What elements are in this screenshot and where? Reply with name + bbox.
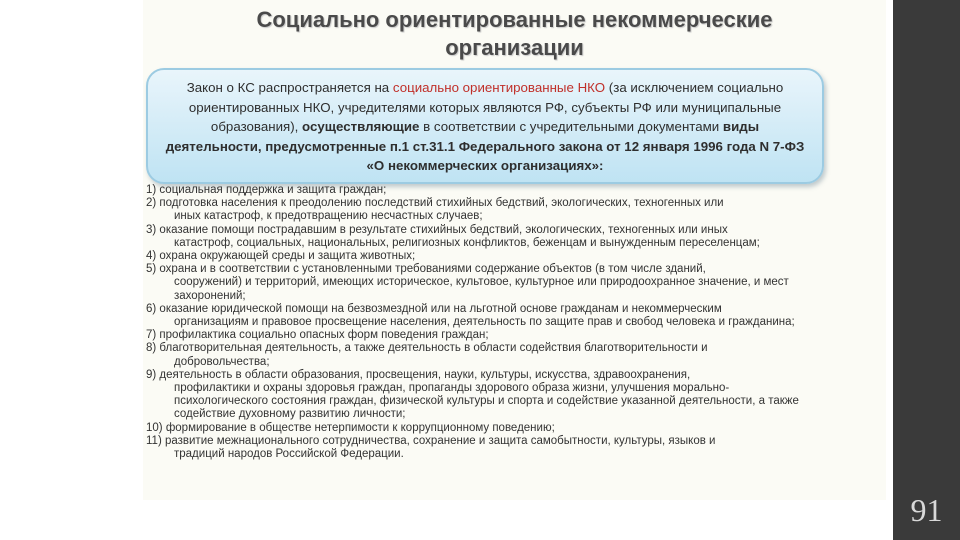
- list-item: [146, 263, 821, 303]
- list-item: [146, 303, 821, 329]
- list-item: [146, 250, 821, 263]
- title-line-2: организации: [445, 35, 584, 60]
- law-text-bold-1: осуществляющие: [302, 119, 420, 135]
- list-item-continuation: традиций народов Российской Федерации.: [174, 448, 404, 461]
- law-text-5: в соответствии с учредительными документами: [419, 119, 723, 135]
- list-item: [146, 224, 821, 250]
- list-item-text: 11) развитие межнационального сотрудничества, сохранение и защита самобытности, культуры, языков и: [146, 434, 716, 447]
- list-item-text: 5) охрана и в соответствии с установленными требованиями содержание объектов (в том числе зданий,: [146, 263, 706, 276]
- list-item: [146, 342, 821, 368]
- list-item-text: 10) формирование в обществе нетерпимости к коррупционному поведению;: [146, 421, 555, 434]
- slide-title: [143, 6, 886, 62]
- side-bar: [893, 0, 960, 540]
- list-item-text: 8) благотворительная деятельность, а также деятельность в области содействия благотворительности и: [146, 342, 708, 355]
- law-text-1: Закон о КС распространяется на: [186, 80, 393, 95]
- list-item: [146, 369, 821, 422]
- list-item-continuation: иных катастроф, к предотвращению несчастных случаев;: [174, 210, 483, 223]
- list-item: [146, 422, 821, 435]
- law-text-bold-2: виды деятельности, предусмотренные п.1 ст.31.1 Федерального закона от 12 января 1996 года N 7-ФЗ «О некоммерческих организациях»:: [165, 119, 805, 174]
- list-item: [146, 435, 821, 461]
- list-item: [146, 197, 821, 223]
- list-item-text: 4) охрана окружающей среды и защита животных;: [146, 250, 416, 263]
- list-item-text: 1) социальная поддержка и защита граждан;: [146, 184, 387, 196]
- activity-list: [146, 184, 821, 500]
- list-item-text: 2) подготовка населения к преодолению последствий стихийных бедствий, экологических, техногенных или: [146, 197, 724, 210]
- law-text-3: (за исключением социально ориентированных НКО, учредителями которых являются РФ, субъекты РФ или муниципальные образования),: [188, 80, 784, 135]
- law-callout-box: [146, 68, 824, 184]
- list-item-text: 6) оказание юридической помощи на безвозмездной или на льготной основе гражданам и некоммерческим: [146, 302, 722, 315]
- page-number: 91: [910, 492, 943, 528]
- list-item-continuation: добровольчества;: [174, 355, 270, 368]
- list-item: [146, 184, 821, 197]
- title-line-1: Социально ориентированные некоммерческие: [256, 7, 773, 32]
- list-item-continuation: сооружений) и территорий, имеющих историческое, культовое, культурное или природоохранное значение, и мест захоронений;: [174, 276, 789, 302]
- law-text-highlight: социально ориентированные НКО: [392, 80, 606, 95]
- list-item: [146, 329, 821, 342]
- list-item-text: 9) деятельность в области образования, просвещения, науки, культуры, искусства, здравоохранения,: [146, 368, 691, 381]
- list-item-continuation: организациям и правовое просвещение населения, деятельность по защите прав и свобод человека и гражданина;: [174, 316, 795, 329]
- list-item-continuation: катастроф, социальных, национальных, религиозных конфликтов, беженцам и вынужденным переселенцам;: [174, 236, 760, 249]
- list-item-continuation: профилактики и охраны здоровья граждан, пропаганды здорового образа жизни, улучшения морально-психологического состояния граждан, физической культуры и спорта и содействие указанной деятельности, а также содействие духовному развитию личности;: [174, 382, 799, 421]
- list-item-text: 7) профилактика социально опасных форм поведения граждан;: [146, 329, 489, 342]
- list-item-text: 3) оказание помощи пострадавшим в результате стихийных бедствий, экологических, техногенных или иных: [146, 223, 728, 236]
